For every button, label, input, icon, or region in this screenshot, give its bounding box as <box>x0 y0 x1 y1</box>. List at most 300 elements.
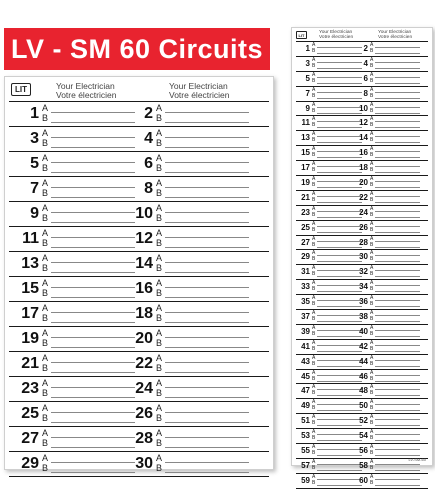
circuit-sub-label-b: B <box>42 263 49 273</box>
circuit-sub-label-a: A <box>370 146 374 153</box>
circuit-row <box>296 324 428 339</box>
circuit-sub-label-b: B <box>42 438 49 448</box>
write-line[interactable] <box>375 351 420 352</box>
circuit-sub-label-b: B <box>370 360 374 367</box>
circuit-cell <box>125 327 253 351</box>
circuit-sub-label-b: B <box>370 375 374 382</box>
circuit-cell <box>354 474 424 488</box>
write-line[interactable] <box>375 136 420 137</box>
write-line[interactable] <box>165 197 249 198</box>
write-line[interactable] <box>375 196 420 197</box>
write-line[interactable] <box>375 232 420 233</box>
circuit-number: 48 <box>359 386 368 396</box>
write-line[interactable] <box>165 287 249 288</box>
write-line[interactable] <box>375 291 420 292</box>
circuit-row <box>9 326 269 351</box>
write-line[interactable] <box>375 166 420 167</box>
circuit-row <box>296 279 428 294</box>
write-line[interactable] <box>51 437 135 438</box>
write-line[interactable] <box>375 202 420 203</box>
write-line[interactable] <box>375 226 420 227</box>
write-line[interactable] <box>51 222 135 223</box>
write-line[interactable] <box>51 212 135 213</box>
circuit-sub-label-b: B <box>312 271 316 278</box>
write-line[interactable] <box>165 247 249 248</box>
write-line[interactable] <box>375 315 420 316</box>
circuit-sub-label-a: A <box>42 153 49 163</box>
circuit-number: 25 <box>301 222 310 232</box>
write-line[interactable] <box>165 437 249 438</box>
write-line[interactable] <box>375 425 420 426</box>
write-line[interactable] <box>165 147 249 148</box>
electrician-header-right <box>169 82 229 100</box>
circuit-sub-label-a: A <box>312 56 316 63</box>
write-line[interactable] <box>51 372 135 373</box>
circuit-cell <box>125 377 253 401</box>
circuit-cell <box>11 402 139 426</box>
write-line[interactable] <box>165 347 249 348</box>
circuit-sub-label-b: B <box>370 196 374 203</box>
write-line[interactable] <box>375 479 420 480</box>
circuit-number: 44 <box>359 356 368 366</box>
write-line[interactable] <box>375 410 420 411</box>
write-line[interactable] <box>165 112 249 113</box>
write-line[interactable] <box>375 366 420 367</box>
circuit-cell <box>125 152 253 176</box>
circuit-number: 33 <box>301 282 310 292</box>
circuit-row <box>296 339 428 354</box>
circuit-number: 4 <box>144 130 153 147</box>
write-line[interactable] <box>51 472 135 473</box>
header-line-en: Your Electrician <box>319 30 353 35</box>
write-line[interactable] <box>51 387 135 388</box>
write-line[interactable] <box>51 147 135 148</box>
circuit-sub-label-a: A <box>370 310 374 317</box>
write-line[interactable] <box>51 187 135 188</box>
circuit-sub-label-a: A <box>312 42 316 48</box>
circuit-sub-label-b: B <box>156 188 163 198</box>
circuit-sub-label-a: A <box>42 128 49 138</box>
circuit-number: 31 <box>301 267 310 277</box>
circuit-sub-label-b: B <box>312 211 316 218</box>
write-line[interactable] <box>51 287 135 288</box>
circuit-sub-label-a: A <box>370 458 374 465</box>
circuit-number: 26 <box>135 405 153 422</box>
circuit-sub-label-b: B <box>42 413 49 423</box>
circuit-row <box>296 220 428 235</box>
circuit-number: 27 <box>301 237 310 247</box>
write-line[interactable] <box>51 397 135 398</box>
write-line[interactable] <box>51 262 135 263</box>
write-line[interactable] <box>375 381 420 382</box>
circuit-cell <box>354 161 424 175</box>
circuit-sub-label-a: A <box>42 203 49 213</box>
circuit-number: 30 <box>359 252 368 262</box>
write-line[interactable] <box>375 107 420 108</box>
circuit-sub-label-b: B <box>370 405 374 412</box>
write-line[interactable] <box>165 312 249 313</box>
brand-logo <box>11 83 31 96</box>
circuit-row <box>296 101 428 116</box>
write-line[interactable] <box>375 62 420 63</box>
circuit-sub-label-a: A <box>42 453 49 463</box>
write-line[interactable] <box>375 172 420 173</box>
write-line[interactable] <box>165 137 249 138</box>
circuit-cell <box>125 427 253 451</box>
circuit-number: 24 <box>135 380 153 397</box>
circuit-sub-label-b: B <box>370 271 374 278</box>
circuit-sub-label-b: B <box>42 213 49 223</box>
circuit-number: 59 <box>301 475 310 485</box>
circuit-sub-label-b: B <box>370 390 374 397</box>
circuit-sub-label-b: B <box>312 375 316 382</box>
electrician-header-right <box>378 30 412 40</box>
circuit-sub-label-a: A <box>312 473 316 480</box>
circuit-cell <box>11 177 139 201</box>
write-line[interactable] <box>165 397 249 398</box>
circuit-cell <box>354 87 424 101</box>
circuit-number: 18 <box>359 163 368 173</box>
circuit-sub-label-a: A <box>370 414 374 421</box>
circuit-number: 10 <box>359 103 368 113</box>
circuit-sub-label-a: A <box>42 178 49 188</box>
circuit-cell <box>354 265 424 279</box>
circuit-sub-label-a: A <box>370 131 374 138</box>
circuit-number: 28 <box>359 237 368 247</box>
write-line[interactable] <box>375 434 420 435</box>
circuit-sub-label-b: B <box>370 182 374 189</box>
write-line[interactable] <box>375 321 420 322</box>
circuit-row <box>9 301 269 326</box>
circuit-sub-label-b: B <box>312 316 316 323</box>
write-line[interactable] <box>165 122 249 123</box>
circuit-sub-label-a: A <box>156 278 163 288</box>
circuit-sub-label-a: A <box>312 71 316 78</box>
circuit-cell <box>354 146 424 160</box>
circuit-sub-label-a: A <box>312 399 316 406</box>
write-line[interactable] <box>375 211 420 212</box>
circuit-sub-label-a: A <box>42 353 49 363</box>
circuit-row <box>296 130 428 145</box>
write-line[interactable] <box>375 276 420 277</box>
write-line[interactable] <box>165 212 249 213</box>
circuit-sub-label-b: B <box>42 338 49 348</box>
circuit-row <box>296 473 428 488</box>
circuit-sub-label-b: B <box>312 226 316 233</box>
circuit-number: 23 <box>21 380 39 397</box>
write-line[interactable] <box>375 470 420 471</box>
circuit-sub-label-a: A <box>370 116 374 123</box>
write-line[interactable] <box>375 419 420 420</box>
circuit-sub-label-a: A <box>312 235 316 242</box>
circuit-cell <box>11 227 139 251</box>
write-line[interactable] <box>51 337 135 338</box>
write-line[interactable] <box>165 262 249 263</box>
circuit-cell <box>354 310 424 324</box>
circuit-number: 15 <box>21 280 39 297</box>
circuit-sub-label-b: B <box>370 48 374 54</box>
circuit-sub-label-a: A <box>370 220 374 227</box>
circuit-sub-label-b: B <box>42 113 49 123</box>
circuit-sub-label-a: A <box>156 353 163 363</box>
write-line[interactable] <box>165 472 249 473</box>
circuit-row <box>9 451 269 476</box>
circuit-sub-label-b: B <box>156 238 163 248</box>
circuit-sub-label-a: A <box>156 428 163 438</box>
header-line-fr: Votre électricien <box>169 89 230 100</box>
circuit-cell <box>354 355 424 369</box>
circuit-cell <box>11 252 139 276</box>
circuit-sub-label-b: B <box>312 450 316 457</box>
write-line[interactable] <box>165 447 249 448</box>
write-line[interactable] <box>375 241 420 242</box>
circuit-sub-label-a: A <box>42 103 49 113</box>
circuit-sub-label-a: A <box>156 153 163 163</box>
write-line[interactable] <box>51 312 135 313</box>
circuit-number: 14 <box>135 255 153 272</box>
write-line[interactable] <box>375 330 420 331</box>
circuit-sub-label-b: B <box>42 288 49 298</box>
write-line[interactable] <box>375 53 420 54</box>
circuit-sub-label-b: B <box>312 330 316 337</box>
circuit-cell <box>125 302 253 326</box>
circuit-cell <box>354 221 424 235</box>
write-line[interactable] <box>165 187 249 188</box>
write-line[interactable] <box>51 112 135 113</box>
circuit-sub-label-b: B <box>370 420 374 427</box>
write-line[interactable] <box>375 485 420 486</box>
write-line[interactable] <box>51 362 135 363</box>
write-line[interactable] <box>375 157 420 158</box>
circuit-row <box>296 115 428 130</box>
circuit-sub-label-a: A <box>370 444 374 451</box>
circuit-sub-label-a: A <box>312 101 316 108</box>
circuit-sub-label-a: A <box>312 444 316 451</box>
write-line[interactable] <box>375 375 420 376</box>
header-line-en: Your Electrician <box>56 81 115 91</box>
write-line[interactable] <box>51 272 135 273</box>
circuit-number: 26 <box>359 222 368 232</box>
write-line[interactable] <box>51 162 135 163</box>
circuit-sub-label-b: B <box>42 188 49 198</box>
write-line[interactable] <box>375 187 420 188</box>
write-line[interactable] <box>375 83 420 84</box>
electrician-header-left <box>319 30 353 40</box>
circuit-number: 23 <box>301 207 310 217</box>
circuit-number: 60 <box>359 475 368 485</box>
circuit-sub-label-a: A <box>312 369 316 376</box>
write-line[interactable] <box>51 322 135 323</box>
circuit-sub-label-a: A <box>370 101 374 108</box>
write-line[interactable] <box>375 455 420 456</box>
write-line[interactable] <box>375 389 420 390</box>
circuit-cell <box>11 327 139 351</box>
write-line[interactable] <box>375 92 420 93</box>
write-line[interactable] <box>375 98 420 99</box>
write-line[interactable] <box>51 122 135 123</box>
circuit-number: 1 <box>305 44 310 53</box>
circuit-number: 13 <box>301 133 310 143</box>
circuit-number: 11 <box>301 118 310 128</box>
circuit-number: 22 <box>135 355 153 372</box>
circuit-sub-label-a: A <box>312 265 316 272</box>
circuit-sub-label-b: B <box>370 122 374 129</box>
circuit-number: 36 <box>359 297 368 307</box>
write-line[interactable] <box>375 300 420 301</box>
circuit-number: 58 <box>359 460 368 470</box>
write-line[interactable] <box>375 181 420 182</box>
write-line[interactable] <box>375 360 420 361</box>
circuit-cell <box>11 102 139 126</box>
write-line[interactable] <box>165 297 249 298</box>
write-line[interactable] <box>375 261 420 262</box>
header-line-fr: Votre électricien <box>56 89 117 100</box>
write-line[interactable] <box>165 387 249 388</box>
circuit-number: 19 <box>21 330 39 347</box>
write-line[interactable] <box>375 464 420 465</box>
write-line[interactable] <box>165 237 249 238</box>
write-line[interactable] <box>375 306 420 307</box>
circuit-sub-label-a: A <box>312 116 316 123</box>
write-line[interactable] <box>51 197 135 198</box>
write-line[interactable] <box>165 322 249 323</box>
write-line[interactable] <box>375 127 420 128</box>
write-line[interactable] <box>375 404 420 405</box>
circuit-sub-label-a: A <box>370 190 374 197</box>
write-line[interactable] <box>165 172 249 173</box>
circuit-sub-label-b: B <box>370 62 374 69</box>
circuit-row <box>296 383 428 398</box>
write-line[interactable] <box>165 362 249 363</box>
write-line[interactable] <box>51 137 135 138</box>
brand-logo-text: LIT <box>298 32 305 38</box>
circuit-row <box>9 126 269 151</box>
circuit-sub-label-b: B <box>156 388 163 398</box>
write-line[interactable] <box>375 217 420 218</box>
circuit-number: 8 <box>363 88 368 98</box>
circuit-row <box>9 226 269 251</box>
circuit-sub-label-a: A <box>370 71 374 78</box>
write-line[interactable] <box>165 272 249 273</box>
write-line[interactable] <box>375 440 420 441</box>
circuit-number: 38 <box>359 312 368 322</box>
write-line[interactable] <box>375 142 420 143</box>
write-line[interactable] <box>51 237 135 238</box>
circuit-cell <box>125 202 253 226</box>
write-line[interactable] <box>375 151 420 152</box>
write-line[interactable] <box>51 422 135 423</box>
write-line[interactable] <box>375 270 420 271</box>
write-line[interactable] <box>165 412 249 413</box>
circuit-sub-label-b: B <box>370 301 374 308</box>
circuit-sub-label-b: B <box>370 241 374 248</box>
circuit-number: 29 <box>21 455 39 472</box>
write-line[interactable] <box>51 412 135 413</box>
circuit-number: 30 <box>135 455 153 472</box>
circuit-sub-label-b: B <box>370 226 374 233</box>
write-line[interactable] <box>165 162 249 163</box>
circuit-number: 32 <box>359 267 368 277</box>
write-line[interactable] <box>375 336 420 337</box>
write-line[interactable] <box>51 172 135 173</box>
circuit-row <box>9 251 269 276</box>
write-line[interactable] <box>375 285 420 286</box>
circuit-row <box>296 190 428 205</box>
circuit-sub-label-b: B <box>312 107 316 114</box>
circuit-sub-label-a: A <box>312 324 316 331</box>
write-line[interactable] <box>375 121 420 122</box>
write-line[interactable] <box>165 222 249 223</box>
write-line[interactable] <box>165 372 249 373</box>
circuit-sub-label-b: B <box>312 62 316 69</box>
circuit-row <box>296 175 428 190</box>
circuit-row <box>9 401 269 426</box>
circuit-number: 17 <box>21 305 39 322</box>
circuit-number: 7 <box>30 180 39 197</box>
write-line[interactable] <box>375 345 420 346</box>
write-line[interactable] <box>375 247 420 248</box>
circuit-cell <box>125 177 253 201</box>
write-line[interactable] <box>375 68 420 69</box>
circuit-number: 9 <box>30 205 39 222</box>
circuit-sub-label-a: A <box>156 103 163 113</box>
circuit-number: 37 <box>301 312 310 322</box>
circuit-row <box>296 428 428 443</box>
circuit-number: 20 <box>359 178 368 188</box>
circuit-row <box>296 443 428 458</box>
write-line[interactable] <box>51 347 135 348</box>
write-line[interactable] <box>375 255 420 256</box>
circuit-sub-label-b: B <box>156 113 163 123</box>
write-line[interactable] <box>51 297 135 298</box>
circuit-number: 17 <box>301 163 310 173</box>
circuit-sub-label-a: A <box>312 280 316 287</box>
write-line[interactable] <box>375 113 420 114</box>
write-line[interactable] <box>375 395 420 396</box>
write-line[interactable] <box>165 422 249 423</box>
write-line[interactable] <box>375 449 420 450</box>
circuit-sub-label-b: B <box>42 163 49 173</box>
circuit-sub-label-b: B <box>370 464 374 471</box>
circuit-sub-label-a: A <box>312 354 316 361</box>
circuit-row <box>9 376 269 401</box>
rows-bottom-rule <box>296 488 428 489</box>
circuit-sub-label-a: A <box>156 328 163 338</box>
circuit-cell <box>11 452 139 476</box>
write-line[interactable] <box>375 47 420 48</box>
write-line[interactable] <box>375 77 420 78</box>
circuit-sub-label-a: A <box>370 384 374 391</box>
circuit-number: 45 <box>301 371 310 381</box>
write-line[interactable] <box>165 462 249 463</box>
circuit-number: 7 <box>305 88 310 98</box>
write-line[interactable] <box>165 337 249 338</box>
circuit-sub-label-b: B <box>370 92 374 99</box>
circuit-sub-label-a: A <box>156 403 163 413</box>
write-line[interactable] <box>51 447 135 448</box>
circuit-number: 39 <box>301 326 310 336</box>
circuit-row <box>296 205 428 220</box>
circuit-sub-label-b: B <box>42 313 49 323</box>
write-line[interactable] <box>51 247 135 248</box>
circuit-sub-label-a: A <box>370 280 374 287</box>
write-line[interactable] <box>51 462 135 463</box>
circuit-number: 46 <box>359 371 368 381</box>
circuit-sub-label-a: A <box>312 414 316 421</box>
circuit-sub-label-a: A <box>156 453 163 463</box>
circuit-cell <box>125 352 253 376</box>
circuit-number: 28 <box>135 430 153 447</box>
